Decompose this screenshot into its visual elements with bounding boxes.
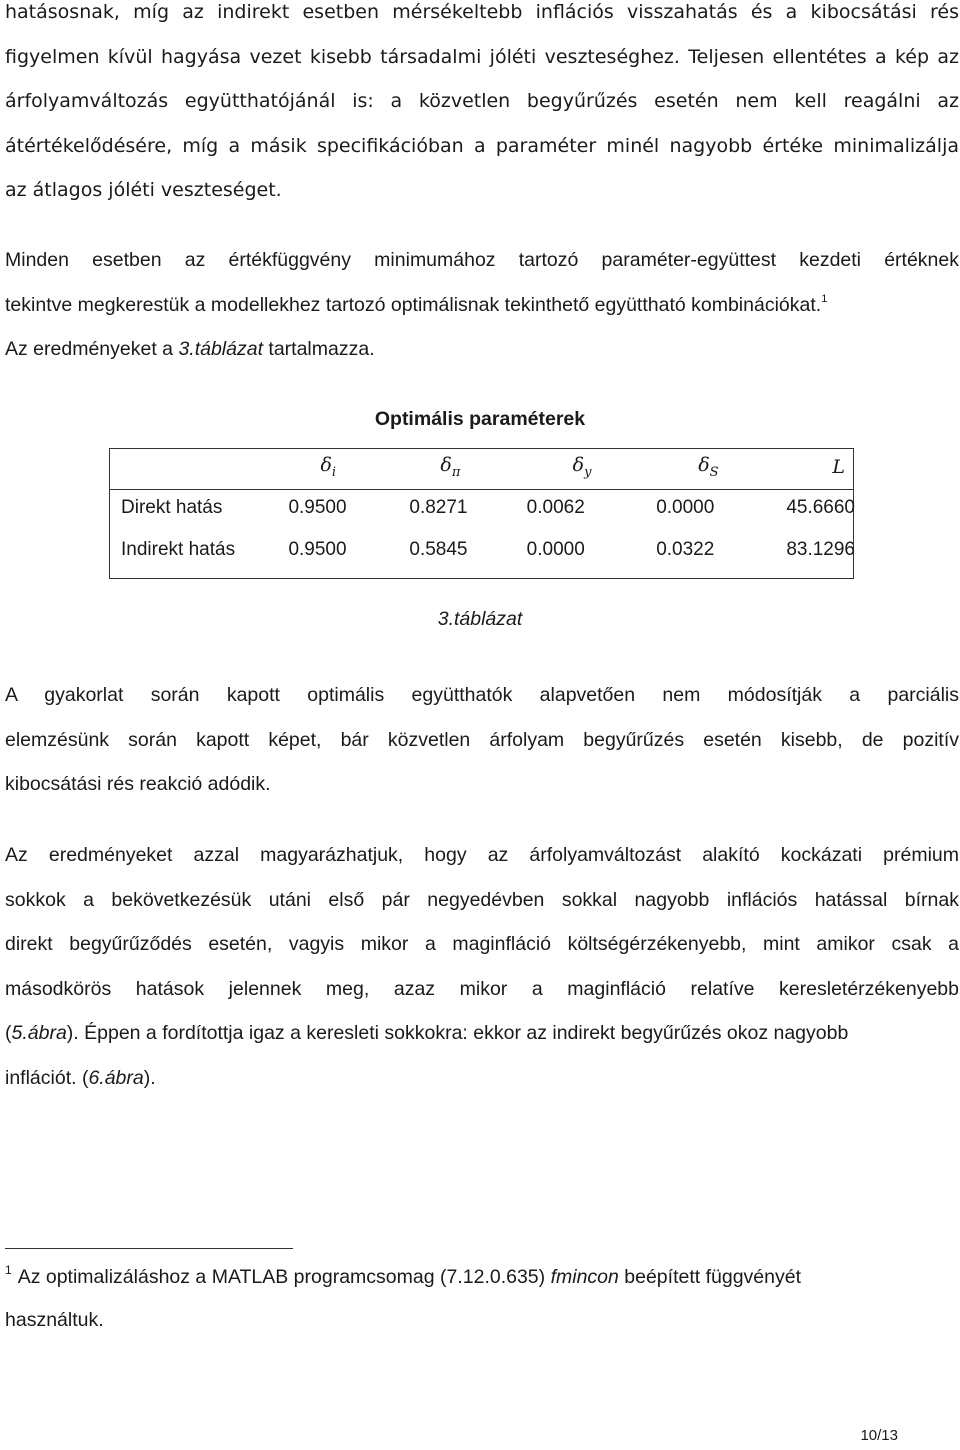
footnote-line: használtuk. bbox=[5, 1309, 104, 1331]
header-symbol: L bbox=[832, 455, 845, 478]
paragraph-1 bbox=[5, 0, 959, 213]
table-cell: 0.9500 bbox=[288, 539, 347, 560]
text-line bbox=[5, 327, 959, 372]
header-symbol: δ bbox=[440, 454, 452, 477]
header-delta-i bbox=[254, 447, 406, 487]
header-delta-pi bbox=[406, 447, 526, 487]
text-line bbox=[5, 1011, 959, 1056]
header-symbol: δ bbox=[320, 454, 332, 477]
footnote bbox=[5, 1256, 959, 1342]
text-span: tartalmazza. bbox=[263, 338, 375, 360]
table-cell: 0.0322 bbox=[656, 539, 715, 560]
table-title: Optimális paraméterek bbox=[374, 408, 586, 430]
header-loss bbox=[782, 447, 855, 487]
header-subscript: S bbox=[709, 464, 719, 480]
text-line: Az eredményeket azzal magyarázhatjuk, hogy az árfolyamváltozást alakító kockázati prémium bbox=[5, 844, 959, 866]
table-row bbox=[110, 529, 855, 571]
text-line: hatásosnak, míg az indirekt esetben mérsékeltebb inflációs visszahatás és a kibocsátási rés bbox=[5, 1, 959, 23]
table-cell: 0.9500 bbox=[288, 497, 347, 518]
figure-reference[interactable]: 6.ábra bbox=[88, 1066, 144, 1089]
text-span: ). bbox=[143, 1066, 156, 1089]
header-delta-s bbox=[656, 447, 782, 487]
text-line: direkt begyűrűződés esetén, vagyis mikor a maginfláció költségérzékenyebb, mint amikor csak a bbox=[5, 933, 959, 955]
header-subscript: π bbox=[451, 464, 461, 480]
table-header-row bbox=[110, 447, 855, 487]
footnote-number: 1 bbox=[5, 1263, 12, 1277]
table-cell: 83.1296 bbox=[786, 539, 855, 560]
table-caption: 3.táblázat bbox=[437, 608, 523, 630]
text-line: kibocsátási rés reakció adódik. bbox=[5, 773, 271, 795]
paragraph-2 bbox=[5, 238, 959, 372]
footnote-separator bbox=[5, 1248, 293, 1249]
header-symbol: δ bbox=[698, 454, 710, 477]
header-symbol: δ bbox=[572, 454, 585, 477]
footnote-line bbox=[5, 1256, 959, 1299]
text-line bbox=[5, 283, 959, 328]
footnote-reference[interactable]: 1 bbox=[821, 292, 828, 305]
table-row bbox=[110, 487, 855, 529]
text-span: ). Éppen a fordítottja igaz a keresleti sokkokra: ekkor az indirekt begyűrűzés okoz nagyobb bbox=[66, 1022, 849, 1044]
text-span: Az eredményeket a bbox=[5, 338, 179, 360]
text-line bbox=[5, 1056, 959, 1101]
header-subscript: i bbox=[331, 464, 337, 480]
text-line: átértékelődésére, míg a másik specifikációban a paraméter minél nagyobb értéke minimalizálja bbox=[5, 134, 959, 157]
text-line: az átlagos jóléti veszteséget. bbox=[5, 179, 282, 201]
table-cell: 0.5845 bbox=[409, 539, 468, 560]
table-reference[interactable]: 3.táblázat bbox=[178, 338, 263, 360]
paragraph-4 bbox=[5, 833, 959, 1100]
row-label: Indirekt hatás bbox=[121, 539, 236, 560]
table-cell: 0.0000 bbox=[526, 539, 585, 560]
table-cell: 0.8271 bbox=[409, 497, 468, 518]
parameters-table bbox=[110, 447, 855, 571]
header-subscript: y bbox=[584, 464, 592, 480]
table-cell: 0.0000 bbox=[656, 497, 715, 518]
function-name: fmincon bbox=[550, 1266, 619, 1288]
table-cell: 45.6660 bbox=[786, 497, 855, 518]
text-line: másodkörös hatások jelennek meg, azaz mikor a maginfláció relatíve keresletérzékenyebb bbox=[5, 977, 959, 1000]
table-cell: 0.0062 bbox=[526, 497, 585, 518]
text-span: inflációt. ( bbox=[5, 1066, 89, 1089]
table-corner-cell bbox=[110, 447, 254, 487]
text-line: sokkok a bekövetkezésük utáni első pár negyedévben sokkal nagyobb inflációs hatással bírnak bbox=[5, 888, 959, 911]
header-delta-y bbox=[527, 447, 657, 487]
figure-reference[interactable]: 5.ábra bbox=[11, 1022, 67, 1044]
text-span: ( bbox=[5, 1022, 12, 1044]
text-line: elemzésünk során kapott képet, bár közvetlen árfolyam begyűrűzés esetén kisebb, de pozitív bbox=[5, 728, 959, 751]
text-line: A gyakorlat során kapott optimális együtthatók alapvetően nem módosítják a parciális bbox=[5, 684, 959, 706]
page-number: 10/13 bbox=[860, 1427, 898, 1444]
text-line: Minden esetben az értékfüggvény minimumához tartozó paraméter-együttest kezdeti értéknek bbox=[5, 249, 959, 271]
paragraph-3 bbox=[5, 673, 959, 807]
text-span: tekintve megkerestük a modellekhez tartozó optimálisnak tekinthető együttható kombinációkat. bbox=[5, 293, 822, 316]
text-line: árfolyamváltozás együtthatójánál is: a közvetlen begyűrűzés esetén nem kell reagálni az bbox=[5, 90, 959, 112]
row-label: Direkt hatás bbox=[121, 497, 223, 518]
text-line: figyelmen kívül hagyása vezet kisebb társadalmi jóléti veszteséghez. Teljesen ellentétes a kép az bbox=[5, 45, 959, 68]
text-span: Az optimalizáláshoz a MATLAB programcsomag (7.12.0.635) bbox=[17, 1266, 551, 1288]
text-span: beépített függvényét bbox=[618, 1266, 801, 1288]
